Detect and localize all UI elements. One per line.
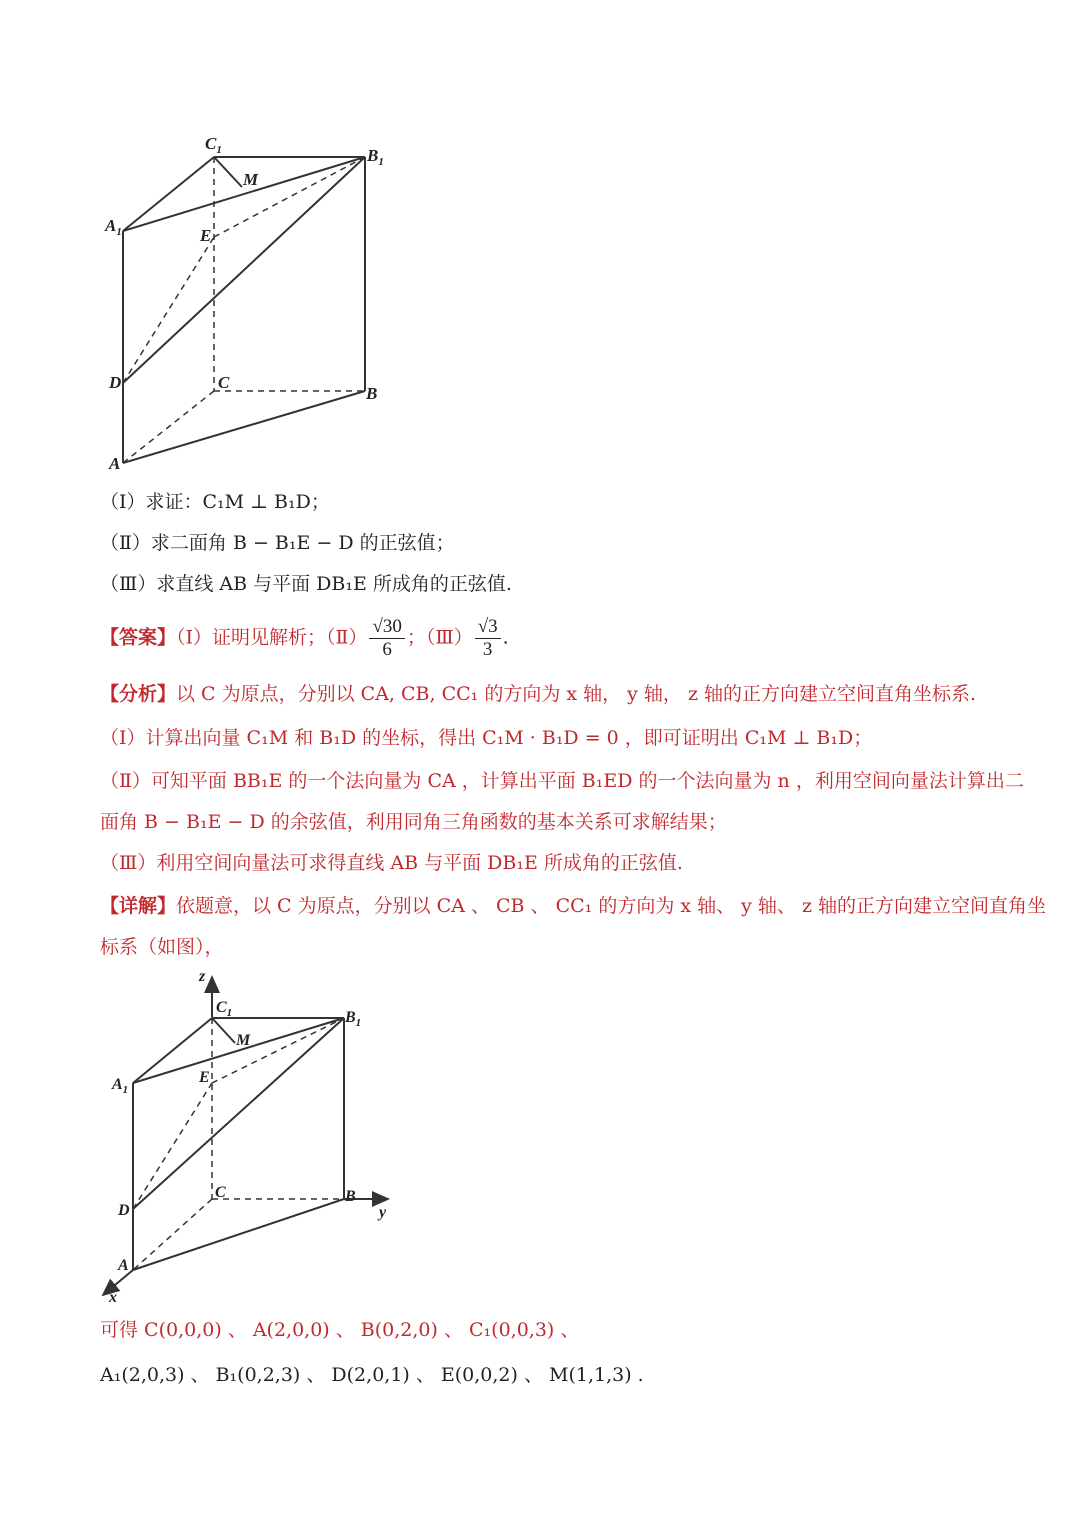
answer-fraction-1: $\frac{√30}{6}$ <box>369 616 404 661</box>
edge-a-b <box>133 1199 344 1270</box>
label-a1: $A_1$ <box>105 216 122 238</box>
edge-c1-m <box>212 1018 235 1043</box>
question-2: （Ⅱ）求二面角 B − B₁E − D 的正弦值； <box>100 532 455 554</box>
label-b: B <box>345 1188 356 1205</box>
edge-a1-c1 <box>123 157 214 231</box>
analysis-line-3: （Ⅱ）可知平面 BB₁E 的一个法向量为 CA ，计算出平面 B₁ED 的一个法向量为 n ，利用空间向量法计算出二 <box>100 770 1024 792</box>
label-z: z <box>199 968 206 985</box>
label-a1: $A_1$ <box>112 1076 129 1096</box>
answer-tag: 【答案】 <box>100 626 177 649</box>
analysis-line-4: 面角 B − B₁E − D 的余弦值，利用同角三角函数的基本关系可求解结果； <box>100 811 727 833</box>
edge-a-b <box>123 391 365 463</box>
question-3: （Ⅲ）求直线 AB 与平面 DB₁E 所成角的正弦值. <box>100 573 512 595</box>
label-e: E <box>199 1069 210 1086</box>
analysis-line-1: 【分析】以 C 为原点，分别以 CA, CB, CC₁ 的方向为 x 轴， y 轴， z 轴的正方向建立空间直角坐标系. <box>100 683 977 705</box>
analysis-tag: 【分析】 <box>100 683 177 705</box>
prism-figure-1 <box>95 125 405 475</box>
label-e: E <box>200 226 212 245</box>
label-y: y <box>379 1204 387 1221</box>
analysis-line-2: （Ⅰ）计算出向量 C₁M 和 B₁D 的坐标，得出 C₁M · B₁D = 0 ，即可证明出 C₁M ⊥ B₁D； <box>100 727 873 749</box>
answer-fraction-2: $\frac{√3}{3}$ <box>475 616 501 661</box>
label-d: D <box>109 373 122 392</box>
analysis-line-5: （Ⅲ）利用空间向量法可求得直线 AB 与平面 DB₁E 所成角的正弦值. <box>100 852 683 874</box>
label-b1: $B_1$ <box>367 146 384 168</box>
answer-part1: （Ⅰ）证明见解析；（Ⅱ） <box>176 626 368 649</box>
coords-line-2: A₁(2,0,3) 、 B₁(0,2,3) 、 D(2,0,1) 、 E(0,0,2) 、 M(1,1,3) . <box>100 1364 644 1386</box>
edge-a1-b1 <box>133 1018 344 1083</box>
label-b: B <box>366 384 378 403</box>
label-c: C <box>218 373 230 392</box>
label-c: C <box>215 1184 226 1201</box>
coords-line-1: 可得 C(0,0,0) 、 A(2,0,0) 、 B(0,2,0) 、 C₁(0,0,3) 、 <box>100 1319 580 1341</box>
edge-c1-m <box>214 157 242 187</box>
label-m: M <box>243 170 259 189</box>
answer-line <box>100 616 509 661</box>
edge-d-e-hidden <box>133 1083 212 1209</box>
label-x: x <box>109 1289 117 1305</box>
label-c1: $C_1$ <box>205 134 222 156</box>
question-1: （Ⅰ）求证：C₁M ⊥ B₁D； <box>100 491 330 513</box>
label-a: A <box>118 1257 129 1274</box>
edge-d-b1 <box>123 157 365 383</box>
edge-c-a-hidden <box>133 1199 212 1270</box>
label-c1: $C_1$ <box>216 999 233 1019</box>
answer-end: . <box>502 626 509 649</box>
detail-line-1: 【详解】依题意，以 C 为原点，分别以 CA 、 CB 、 CC₁ 的方向为 x 轴、 y 轴、 z 轴的正方向建立空间直角坐 <box>100 895 1047 917</box>
label-m: M <box>236 1032 251 1049</box>
edge-a1-b1 <box>123 157 365 231</box>
edge-c-a-hidden <box>123 391 214 463</box>
detail-tag: 【详解】 <box>100 895 177 917</box>
prism-figure-2-with-axes <box>95 965 405 1305</box>
edge-e-b1-hidden <box>212 1018 344 1083</box>
label-b1: $B_1$ <box>345 1009 362 1029</box>
answer-part2: ；（Ⅲ） <box>406 626 473 649</box>
label-d: D <box>118 1202 130 1219</box>
label-a: A <box>109 454 121 473</box>
detail-line-2: 标系（如图）， <box>100 936 224 958</box>
